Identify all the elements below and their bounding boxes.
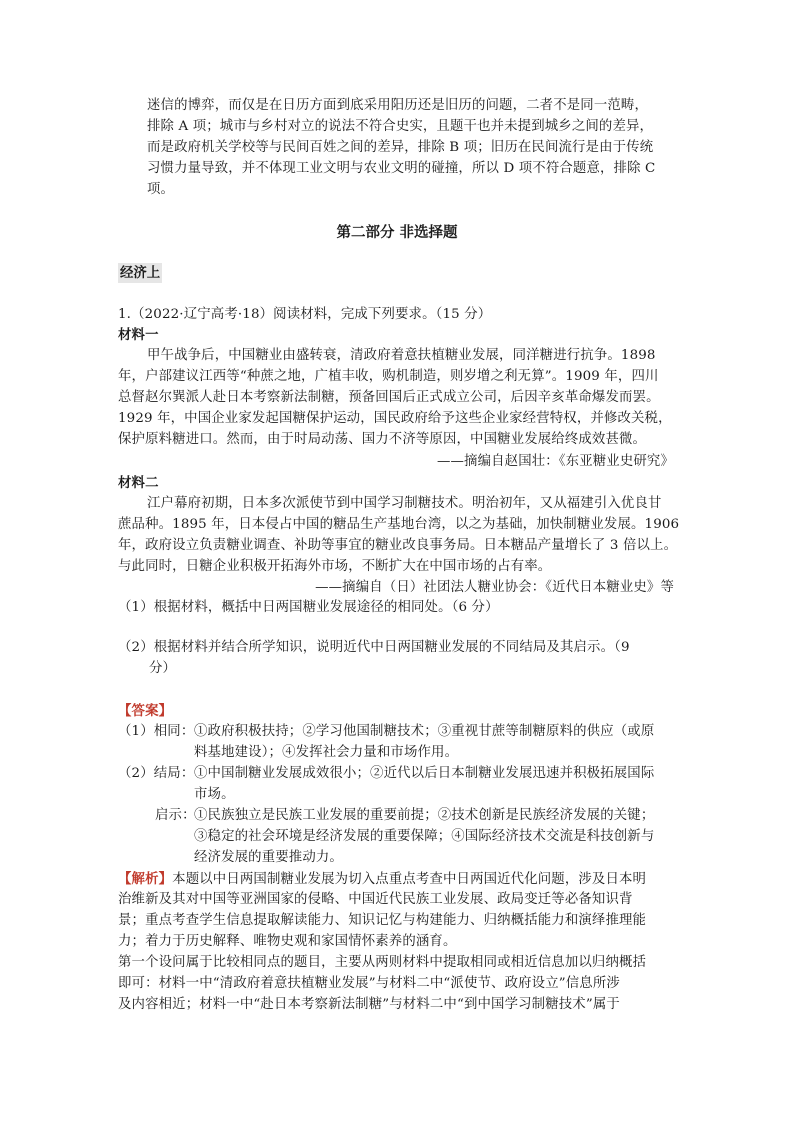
answer-3-line: ③稳定的社会环境是经济发展的重要保障；④国际经济技术交流是科技创新与 (194, 829, 655, 844)
material1-source: ——摘编自赵国壮：《东亚糖业史研究》 (436, 454, 674, 469)
material1-line: 甲午战争后，中国糖业由盛转衰，清政府着意扶植糖业发展，同洋糖进行抗争。1898 (147, 348, 656, 363)
material2-source: ——摘编自（日）社团法人糖业协会：《近代日本糖业史》等 (315, 580, 674, 595)
material2-line: 与此同时，日糖企业积极开拓海外市场，不断扩大在中国市场的占有率。 (118, 559, 552, 574)
material2-label: 材料二 (118, 475, 159, 491)
material2-line: 江户幕府初期，日本多次派使节到中国学习制糖技术。明治初年，又从福建引入优良甘 (147, 496, 662, 511)
analysis-line: 景；重点考查学生信息提取解读能力、知识记忆与构建能力、归纳概括能力和演绎推理能 (118, 913, 647, 928)
prev-analysis-line: 而是政府机关学校等与民间百姓之间的差异，排除 B 项；旧历在民间流行是由于传统 (147, 140, 654, 155)
analysis-line: 治维新及其对中国等亚洲国家的侵略、中国近代民族工业发展、政局变迁等必备知识背 (118, 892, 633, 907)
material1-line: 保护原料糖进口。然而，由于时局动荡、国力不济等原因，中国糖业发展给终成效甚微。 (118, 432, 647, 447)
analysis-line: 即可：材料一中“清政府着意扶植糖业发展”与材料二中“派使节、政府设立”信息所涉 (118, 976, 620, 991)
answer-3-line: ①民族独立是民族工业发展的重要前提；②技术创新是民族经济发展的关键； (194, 808, 655, 823)
material1-line: 1929 年，中国企业家发起国糖保护运动，国民政府给予这些企业家经营特权，并修改关税， (118, 411, 672, 426)
answer-1-prefix: （1）相同： (118, 724, 195, 739)
prev-analysis-line: 项。 (147, 182, 175, 197)
sub-question-2-cont: 分） (149, 661, 177, 676)
material2-line: 蔗品种。1895 年，日本侵占中国的糖品生产基地台湾，以之为基础，加快制糖业发展。1906 (118, 517, 680, 532)
answer-2-line: ①中国制糖业发展成效很小；②近代以后日本制糖业发展迅速并积极拓展国际 (194, 766, 655, 781)
sub-question-1: （1）根据材料，概括中日两国糖业发展途径的相同处。（6 分） (118, 600, 499, 615)
analysis-line: 力；着力于历史解释、唯物史观和家国情怀素养的涵育。 (118, 934, 457, 949)
section-label: 经济上 (120, 265, 161, 281)
analysis-line: 本题以中日两国制糖业发展为切入点重点考查中日两国近代化问题，涉及日本明 (172, 872, 647, 887)
answer-1-line: 料基地建设）；④发挥社会力量和市场作用。 (194, 745, 459, 760)
answer-2-prefix: （2）结局： (118, 766, 195, 781)
sub-question-2: （2）根据材料并结合所学知识，说明近代中日两国糖业发展的不同结局及其启示。（9 (118, 640, 630, 655)
material2-line: 年，政府设立负责糖业调查、补助等事宜的糖业改良事务局。日本糖品产量增长了 3 倍以上。 (118, 538, 678, 553)
question-stem: 1.（2022·辽宁高考·18）阅读材料，完成下列要求。（15 分） (118, 307, 492, 322)
prev-analysis-line: 排除 A 项；城市与乡村对立的说法不符合史实，且题干也并未提到城乡之间的差异， (147, 119, 654, 134)
analysis-label: 【解析】 (118, 871, 173, 887)
material1-label: 材料一 (118, 327, 159, 343)
answer-label: 【答案】 (118, 703, 173, 719)
analysis-line: 第一个设问属于比较相同点的题目，主要从两则材料中提取相同或相近信息加以归纳概括 (118, 955, 647, 970)
prev-analysis-line: 迷信的博弈，而仅是在日历方面到底采用阳历还是旧历的问题，二者不是同一范畴， (147, 98, 649, 113)
answer-3-line: 经济发展的重要推动力。 (194, 850, 343, 865)
analysis-line: 及内容相近；材料一中“赴日本考察新法制糖”与材料二中“到中国学习制糖技术”属于 (118, 997, 620, 1012)
answer-2-line: 市场。 (194, 787, 235, 802)
answer-1-line: ①政府积极扶持；②学习他国制糖技术；③重视甘蔗等制糖原料的供应（或原 (194, 724, 655, 739)
answer-3-prefix: 启示： (155, 808, 196, 823)
part-title: 第二部分 非选择题 (336, 225, 458, 241)
material1-line: 总督赵尔巽派人赴日本考察新法制糖，预备回国后正式成立公司，后因辛亥革命爆发而罢。 (118, 390, 660, 405)
analysis-first-line (118, 869, 646, 890)
material1-line: 年，户部建议江西等“种蔗之地，广植丰收，购机制造，则岁增之利无算”。1909 年，四川 (118, 369, 659, 384)
prev-analysis-line: 习惯力量导致，并不体现工业文明与农业文明的碰撞，所以 D 项不符合题意，排除 C (147, 161, 656, 176)
